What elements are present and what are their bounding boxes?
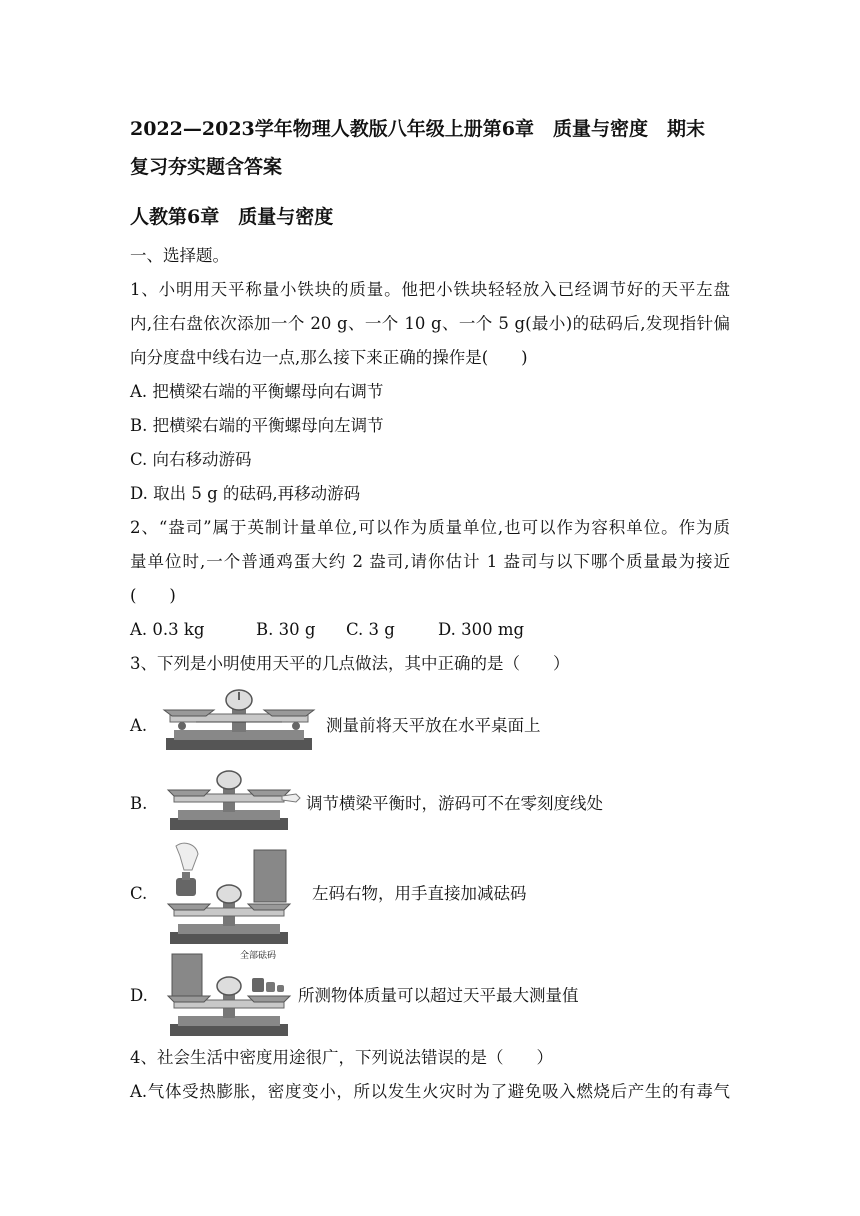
- section-heading: 一、选择题。: [130, 246, 229, 265]
- q1-option-c: C. 向右移动游码: [130, 450, 252, 469]
- document-title-line1: 2022—2023学年物理人教版八年级上册第6章 质量与密度 期末: [130, 118, 705, 140]
- q3-option-d-text: 所测物体质量可以超过天平最大测量值: [298, 986, 579, 1005]
- q1-option-a: A. 把横梁右端的平衡螺母向右调节: [130, 382, 384, 401]
- balance-scale-b-image: [158, 768, 302, 834]
- q3-option-d-label: D.: [130, 986, 148, 1005]
- q1-stem-line3: 向分度盘中线右边一点,那么接下来正确的操作是( ): [130, 348, 528, 367]
- q2-option-b: B. 30 g: [256, 620, 316, 639]
- q2-option-d: D. 300 mg: [438, 620, 525, 639]
- q2-option-c: C. 3 g: [346, 620, 395, 639]
- q1-stem-line2: 内,往右盘依次添加一个 20 g、一个 10 g、一个 5 g(最小)的砝码后,发现指针偏: [130, 314, 730, 333]
- q3-option-a-label: A.: [130, 716, 148, 735]
- q3-option-d-image-caption: 全部砝码: [240, 951, 277, 961]
- balance-scale-a-image: [156, 686, 322, 756]
- q1-stem-line1: 1、小明用天平称量小铁块的质量。他把小铁块轻轻放入已经调节好的天平左盘: [130, 280, 730, 299]
- balance-scale-d-image: [160, 948, 294, 1040]
- q3-option-b-label: B.: [130, 794, 148, 813]
- q3-option-c-text: 左码右物，用手直接加减砝码: [312, 884, 527, 903]
- q2-stem-line3: ( ): [130, 586, 176, 605]
- q1-option-d: D. 取出 5 g 的砝码,再移动游码: [130, 484, 361, 503]
- q4-option-a: A.气体受热膨胀，密度变小，所以发生火灾时为了避免吸入燃烧后产生的有毒气: [130, 1082, 730, 1101]
- q2-options: [130, 618, 524, 642]
- q3-stem: 3、下列是小明使用天平的几点做法，其中正确的是（ ）: [130, 654, 570, 673]
- q1-option-b: B. 把横梁右端的平衡螺母向左调节: [130, 416, 384, 435]
- q3-option-a-text: 测量前将天平放在水平桌面上: [326, 716, 541, 735]
- balance-scale-c-image: [162, 840, 294, 948]
- q3-option-c-label: C.: [130, 884, 148, 903]
- q2-stem-line1: 2、“盎司”属于英制计量单位,可以作为质量单位,也可以作为容积单位。作为质: [130, 518, 730, 537]
- q3-option-b-text: 调节横梁平衡时，游码可不在零刻度线处: [306, 794, 603, 813]
- document-title-line2: 复习夯实题含答案: [130, 156, 283, 178]
- q4-stem: 4、社会生活中密度用途很广，下列说法错误的是（ ）: [130, 1048, 553, 1067]
- q2-stem-line2: 量单位时,一个普通鸡蛋大约 2 盎司,请你估计 1 盎司与以下哪个质量最为接近: [130, 552, 730, 571]
- q2-option-a: A. 0.3 kg: [130, 620, 205, 639]
- chapter-heading: 人教第6章 质量与密度: [130, 206, 334, 228]
